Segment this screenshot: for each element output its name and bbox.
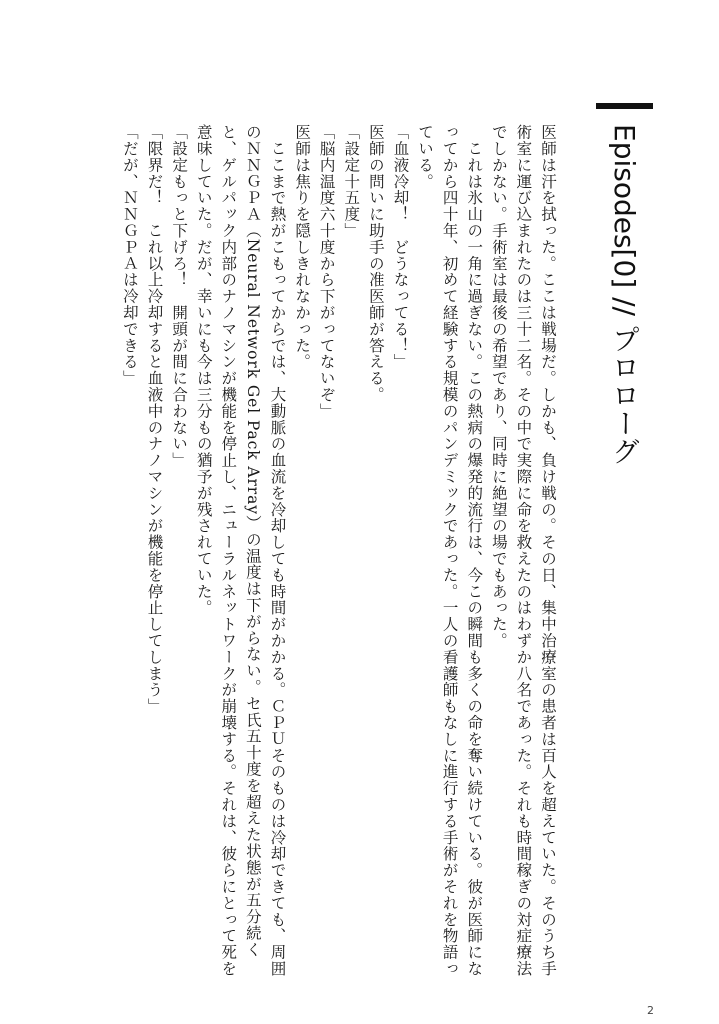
chapter-title: Episodes[0] // プロローグ bbox=[608, 124, 641, 465]
paragraph-3: 「血液冷却！ どうなってる！」 bbox=[391, 124, 410, 370]
paragraph-5: 「設定十五度」 bbox=[342, 124, 361, 239]
paragraph-9: 「設定もっと下げろ！ 開頭が間に合わない」 bbox=[170, 124, 189, 469]
paragraph-1: 医師は汗を拭った。ここは戦場だ。しかも、負け戦の。その日、集中治療室の患者は百人を超えていた。そのうち手術室に運び込まれたのは三十二名。その中で実際に命を救えたのはわずか八名であった。それも時間稼ぎの対症療法でしかない。手術室は最後の希望であり、同時に絶望の場でもあった。 bbox=[489, 124, 557, 977]
body-text bbox=[100, 124, 560, 984]
paragraph-10: 「限界だ！ これ以上冷却すると血液中のナノマシンが機能を停止してしまう」 bbox=[145, 124, 164, 715]
page-number: 2 bbox=[647, 1004, 654, 1017]
paragraph-8: ここまで熱がこもってからでは、大動脈の血流を冷却しても時間がかかる。ＣＰＵそのものは冷却できても、周囲のＮＮＧＰＡ（Neural Network Gel Pack Array）の温度は下がらない。セ氏五十度を超えた状態が五分続くと、ゲルパック内部のナノマシンが機能を停止し、ニューラルネットワークが崩壊する。それは、彼らにとって死を意味していた。だが、幸いにも今は三分もの猶予が残されていた。 bbox=[194, 124, 287, 977]
paragraph-7: 医師は焦りを隠しきれなかった。 bbox=[293, 124, 312, 370]
paragraph-4: 医師の問いに助手の准医師が答える。 bbox=[366, 124, 385, 403]
chapter-title-bar bbox=[596, 103, 653, 109]
paragraph-6: 「脳内温度六十度から下がってないぞ」 bbox=[317, 124, 336, 420]
paragraph-11: 「だが、ＮＮＧＰＡは冷却できる」 bbox=[120, 124, 139, 387]
paragraph-2: これは氷山の一角に過ぎない。この熱病の爆発的流行は、今この瞬間も多くの命を奪い続けている。彼が医師になってから四十年、初めて経験する規模のパンデミックであった。一人の看護師もなしに進行する手術がそれを物語っている。 bbox=[416, 124, 484, 977]
